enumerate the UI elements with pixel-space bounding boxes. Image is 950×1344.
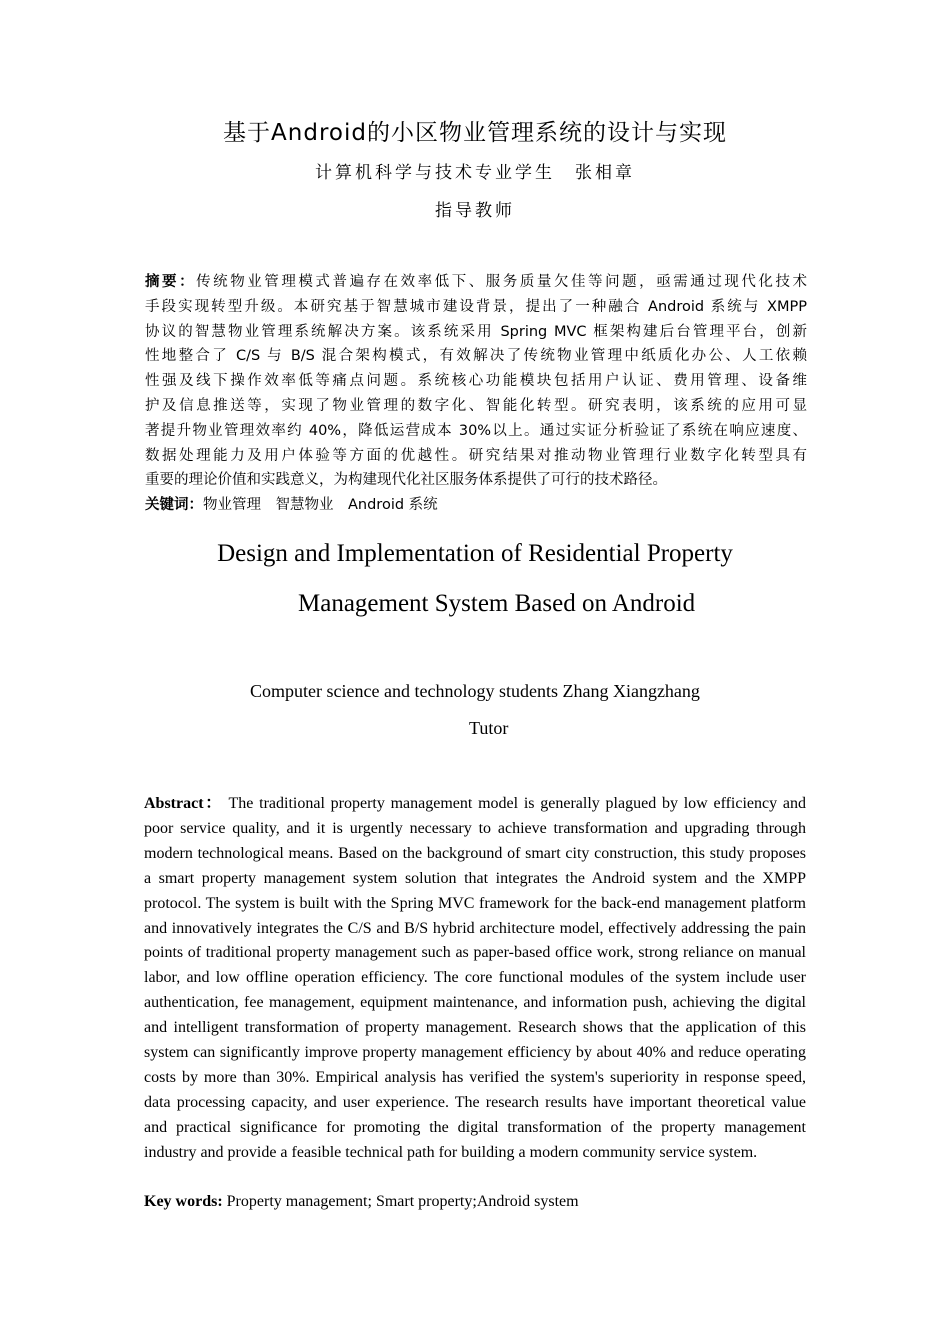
chinese-author: 计算机科学与技术专业学生 张相章 xyxy=(315,163,635,183)
abstract-line: 手段实现转型升级。本研究基于智慧城市建设背景，提出了一种融合 Android 系统与 XMPP xyxy=(145,298,807,315)
english-author: Computer science and technology students Zhang Xiangzhang xyxy=(250,681,700,701)
english-tutor: Tutor xyxy=(469,718,509,738)
keywords-label: 关键词： xyxy=(145,497,203,514)
chinese-tutor: 指导教师 xyxy=(435,201,515,221)
chinese-abstract xyxy=(145,270,807,518)
abstract-line: 数据处理能力及用户体验等方面的优越性。研究结果对推动物业管理行业数字化转型具有 xyxy=(145,447,807,464)
english-keywords: Key words: Property management; Smart property;Android system xyxy=(144,1193,579,1210)
abstract-line: 性地整合了 C/S 与 B/S 混合架构模式，有效解决了传统物业管理中纸质化办公、人工依赖 xyxy=(145,348,807,365)
english-abstract: Abstract： The traditional property management model is generally plagued by low efficiency and poor service quality, and it is urgently necessary to achieve transformation and upgrading through modern technological means. Based on the background of smart city construction, this study proposes a smart property management system solution that integrates the Android system and the XMPP protocol. The system is built with the Spring MVC framework for the back-end management platform and innovatively integrates the C/S and B/S hybrid architecture model, effectively addressing the pain points of traditional property management such as paper-based office work, strong reliance on manual labor, and low offline operation efficiency. The core functional modules of the system include user authentication, fee management, equipment maintenance, and information push, achieving the digital and intelligent transformation of property management. Research shows that the application of this system can significantly improve property management efficiency by about 40% and reduce operating costs by more than 30%. Empirical analysis has verified the system's superiority in response speed, data processing capacity, and user experience. The research results have important theoretical value and practical significance for promoting the digital transformation of the property management industry and provide a feasible technical path for building a modern community service system. xyxy=(144,795,806,1161)
abstract-line: 协议的智慧物业管理系统解决方案。该系统采用 Spring MVC 框架构建后台管理平台，创新 xyxy=(145,323,807,340)
chinese-title: 基于Android的小区物业管理系统的设计与实现 xyxy=(223,120,727,146)
abstract-line: 重要的理论价值和实践意义，为构建现代化社区服务体系提供了可行的技术路径。 xyxy=(145,472,667,489)
chinese-keywords: 关键词：物业管理 智慧物业 Android 系统 xyxy=(145,497,438,514)
abstract-line: 摘要：传统物业管理模式普遍存在效率低下、服务质量欠佳等问题，亟需通过现代化技术 xyxy=(145,274,808,290)
abstract-label: Abstract： xyxy=(144,795,224,812)
english-title-line-1: Design and Implementation of Residential Property xyxy=(217,540,733,567)
abstract-line: 著提升物业管理效率约 40%，降低运营成本 30%以上。通过实证分析验证了系统在响应速度、 xyxy=(145,422,808,439)
abstract-line: 护及信息推送等，实现了物业管理的数字化、智能化转型。研究表明，该系统的应用可显 xyxy=(145,397,807,414)
keywords-label: Key words: xyxy=(144,1193,223,1210)
abstract-line: 性强及线下操作效率低等痛点问题。系统核心功能模块包括用户认证、费用管理、设备维 xyxy=(145,373,807,390)
english-title-line-2: Management System Based on Android xyxy=(298,590,696,617)
abstract-label: 摘要： xyxy=(145,274,197,290)
